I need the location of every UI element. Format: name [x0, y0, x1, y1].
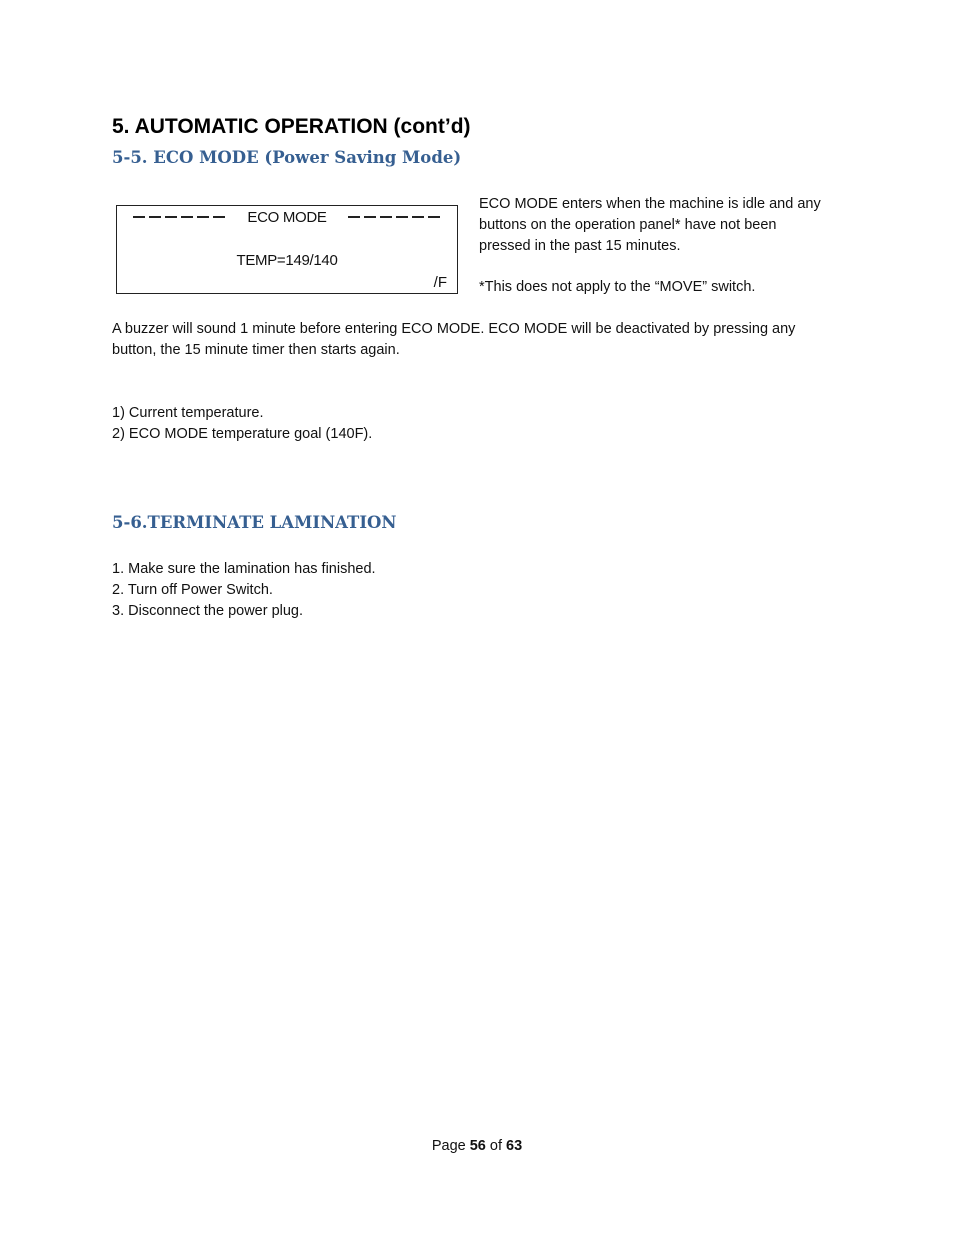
- list-item: 1. Make sure the lamination has finished.: [112, 561, 376, 577]
- eco-items-list: [112, 403, 372, 445]
- footer-of-label: of: [489, 1138, 502, 1154]
- terminate-steps-list: [112, 559, 376, 622]
- buzzer-line: A buzzer will sound 1 minute before entering ECO MODE. ECO MODE will be deactivated by pressing any: [112, 321, 796, 337]
- list-item: 3. Disconnect the power plug.: [112, 603, 304, 619]
- list-item: 2. Turn off Power Switch.: [112, 582, 273, 598]
- eco-description-line: pressed in the past 15 minutes.: [479, 238, 681, 254]
- lcd-display: [116, 205, 458, 294]
- eco-description-line: ECO MODE enters when the machine is idle and any: [479, 196, 821, 212]
- eco-note: *This does not apply to the “MOVE” switch.: [479, 279, 756, 295]
- page-footer: [0, 1136, 954, 1157]
- footer-current-page: 56: [469, 1138, 486, 1154]
- lcd-unit: /F: [433, 274, 447, 291]
- list-item: 1) Current temperature.: [112, 405, 264, 421]
- buzzer-paragraph: [112, 319, 795, 361]
- buzzer-line: button, the 15 minute timer then starts again.: [112, 342, 400, 358]
- list-item: 2) ECO MODE temperature goal (140F).: [112, 426, 373, 442]
- page-heading: 5. AUTOMATIC OPERATION (cont’d): [112, 115, 471, 138]
- lcd-title: ECO MODE: [247, 209, 327, 226]
- lcd-temperature: TEMP=149/140: [236, 252, 338, 269]
- eco-description: [479, 194, 821, 257]
- section-title-terminate: 5-6.TERMINATE LAMINATION: [112, 513, 397, 532]
- eco-description-line: buttons on the operation panel* have not been: [479, 217, 777, 233]
- footer-page-label: Page: [431, 1138, 466, 1154]
- footer-total-pages: 63: [506, 1138, 523, 1154]
- section-title-eco-mode: 5-5. ECO MODE (Power Saving Mode): [112, 148, 462, 167]
